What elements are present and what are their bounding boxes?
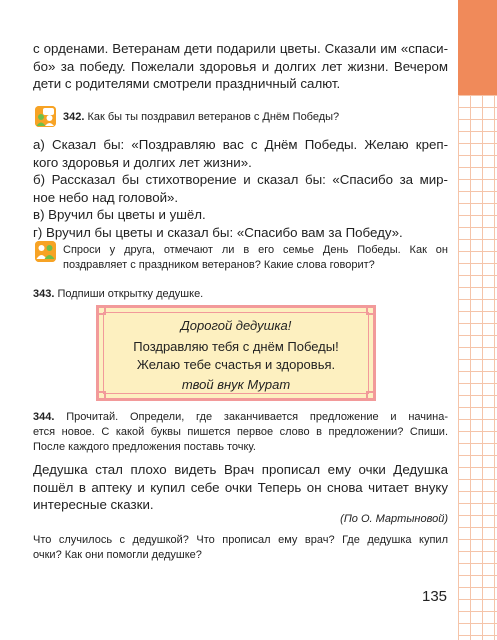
question-line: Что случилось с дедушкой? Что прописал ему врач? Где дедушка купил: [33, 534, 448, 546]
corner-ornament-icon: [366, 391, 376, 401]
task-342-heading: [63, 110, 448, 125]
pair-task: [63, 243, 448, 273]
intro-line: бо» за победу. Пожелали здоровья и долгих лет жизни. Вечером: [33, 58, 448, 74]
postcard-line: Желаю тебе счастья и здоровья.: [136, 357, 336, 372]
task-question: Как бы ты поздравил ветеранов с Днём Победы?: [87, 111, 340, 123]
task-342-answers: [33, 136, 448, 242]
postcard: [96, 305, 376, 401]
margin-grid: [458, 95, 497, 640]
answer-line: г) Вручил бы цветы и сказал бы: «Спасибо вам за Победу».: [33, 224, 403, 240]
pair-task-line: Спроси у друга, отмечают ли в его семье День Победы. Как он: [63, 244, 448, 256]
instruction-line: ется новое. С какой буквы пишется первое слово в предложении? Спиши.: [33, 426, 448, 438]
task-344-instruction: [33, 410, 448, 455]
postcard-signature: твой внук Мурат: [181, 377, 291, 392]
task-343-heading: [33, 287, 448, 302]
intro-paragraph: [33, 40, 448, 93]
intro-line: дети с родителями смотрели праздничный салют.: [33, 76, 341, 92]
answer-line: б) Рассказал бы стихотворение и сказал бы: «Спасибо за мир-: [33, 172, 448, 188]
pair-talk-icon: [35, 106, 56, 127]
pair-work-icon: [35, 241, 56, 262]
margin-tab: [458, 0, 497, 95]
text-source: (По О. Мартыновой): [340, 513, 448, 525]
question-line: очки? Как они помогли дедушке?: [33, 549, 202, 561]
task-344-text: [33, 461, 448, 514]
answer-line: ное небо над головой».: [33, 189, 179, 205]
task-344-questions: [33, 533, 448, 563]
task-number: 344.: [33, 411, 55, 423]
text-line: Дедушка стал плохо видеть Врач прописал ему очки Дедушка: [33, 462, 448, 477]
instruction-text: Прочитай. Определи, где заканчивается предложение и начина-: [66, 411, 448, 423]
instruction-line: После каждого предложения поставь точку.: [33, 441, 256, 453]
postcard-greeting: Дорогой дедушка!: [180, 318, 292, 333]
page-number: 135: [422, 588, 448, 605]
corner-ornament-icon: [96, 305, 106, 315]
pair-task-line: поздравляет с праздником ветеранов? Какие слова говорит?: [63, 259, 375, 271]
corner-ornament-icon: [96, 391, 106, 401]
task-number: 342.: [63, 111, 85, 123]
answer-line: а) Сказал бы: «Поздравляю вас с Днём Победы. Желаю креп-: [33, 137, 448, 152]
answer-line: кого здоровья и долгих лет жизни».: [33, 154, 252, 170]
text-line: интересные сказки.: [33, 497, 154, 513]
corner-ornament-icon: [366, 305, 376, 315]
instruction-line: [33, 410, 448, 425]
text-line: пошёл в аптеку и купил себе очки Теперь он снова читает внуку: [33, 479, 448, 495]
intro-line: с орденами. Ветеранам дети подарили цветы. Сказали им «спаси-: [33, 41, 448, 56]
task-text: Подпиши открытку дедушке.: [57, 288, 204, 300]
postcard-line: Поздравляю тебя с днём Победы!: [133, 339, 339, 354]
answer-line: в) Вручил бы цветы и ушёл.: [33, 207, 206, 223]
task-number: 343.: [33, 288, 55, 300]
